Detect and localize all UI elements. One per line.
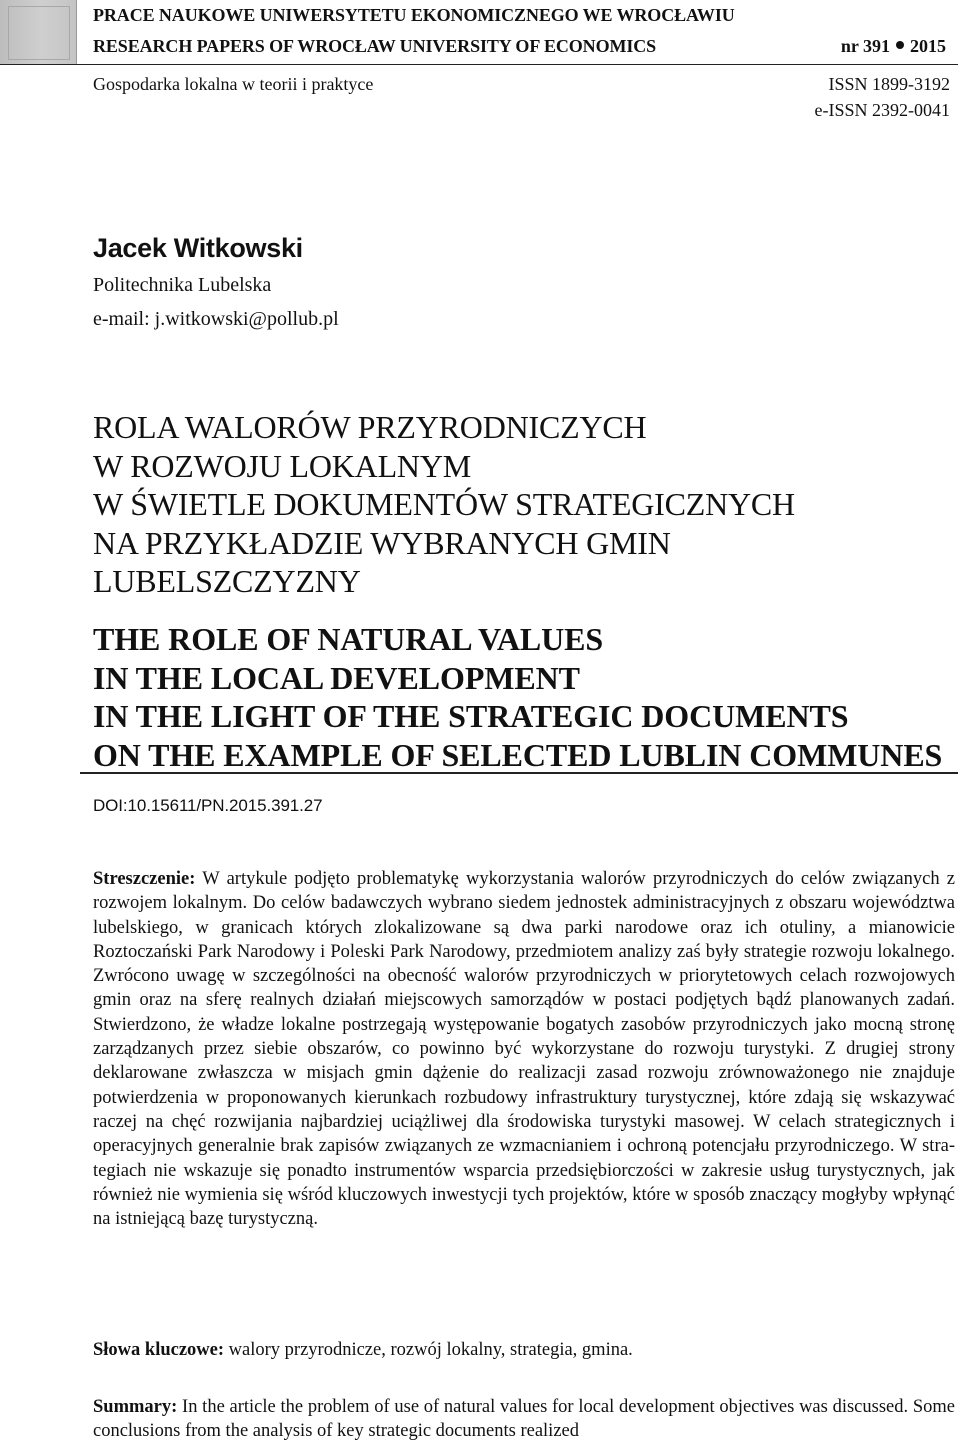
abstract-label: Streszczenie:	[93, 869, 196, 889]
issue-info	[841, 35, 946, 57]
issue-year: 2015	[910, 36, 946, 56]
title-en-line: IN THE LOCAL DEVELOPMENT	[93, 659, 580, 696]
eissn: e-ISSN 2392-0041	[814, 100, 950, 120]
title-pl-line: W ROZWOJU LOKALNYM	[93, 447, 471, 484]
author-email: e-mail: j.witkowski@pollub.pl	[93, 308, 339, 330]
issn: ISSN 1899-3192	[828, 74, 950, 94]
keywords	[93, 1338, 955, 1362]
summary-text: In the article the problem of use of natural values for local development objectives was discussed. Some conclusions from the analysis of key strategic documents realized	[93, 1397, 955, 1442]
summary-label: Summary:	[93, 1397, 178, 1417]
title-polish	[93, 408, 953, 601]
abstract-text: W artykule podjęto problematykę wykorzystania walorów przyrodniczych do celów związanych z rozwojem lokalnym. Do celów badawczych wybrano siedem jednostek administracyjnych z obszaru województwa lubelskiego, w granicach których zlokalizowane są dwa parki narodowe oraz ich otuliny, a mianowicie Roztoczański Park Narodowy i Poleski Park Narodowy, przedmiotem analizy zaś były strategie rozwoju lokalnego. Zwrócono uwagę w szczególności na obecność walorów przyrodniczych w priorytetowych celach rozwojowych gmin oraz na sferę realnych działań miejscowych samorządów w postaci podjętych bądź planowanych zadań. Stwierdzono, że władze lokalne postrzegają występowanie bogatych zasobów przyrodniczych jako mocną stronę zarządzanych przez siebie obszarów, co powinno być wykorzystane do rozwoju turystyki. Z drugiej strony deklarowane zwłaszcza w misjach gmin dążenie do realizacji zasad rozwoju zrównoważonego nie znajduje potwierdzenia w proponowanych kierunkach rozbudowy infrastruktury turystycznej, które zdają się wskazywać raczej na chęć rozwijania najbardziej uciążliwej dla środowiska turystyki masowej. W celach strategicznych i operacyjnych generalnie brak zapisów związanych ze wzmacnianiem i ochroną potencjału przyrodniczego. W strategiach nie wskazuje się ponadto instrumentów wsparcia przedsiębiorczości w zakresie usług turystycznych, jak również nie wymienia się wśród kluczowych inwestycji tych projektów, które w sposób znaczący mogłyby wpłynąć na istniejącą bazę turystyczną.	[93, 869, 955, 1230]
series-title: Gospodarka lokalna w teorii i praktyce	[93, 74, 374, 94]
title-en-line: ON THE EXAMPLE OF SELECTED LUBLIN COMMUNES	[93, 736, 943, 773]
bullet-icon	[896, 41, 904, 49]
abstract	[93, 867, 955, 1231]
author-name: Jacek Witkowski	[93, 233, 303, 263]
university-name-en: RESEARCH PAPERS OF WROCŁAW UNIVERSITY OF ECONOMICS	[93, 36, 657, 56]
keywords-text: walory przyrodnicze, rozwój lokalny, strategia, gmina.	[228, 1340, 633, 1360]
title-divider	[80, 772, 958, 774]
title-en-line: THE ROLE OF NATURAL VALUES	[93, 621, 604, 657]
university-name-pl: PRACE NAUKOWE UNIWERSYTETU EKONOMICZNEGO WE WROCŁAWIU	[93, 5, 735, 25]
title-pl-line: LUBELSZCZYZNY	[93, 563, 361, 599]
header-graphic-bar	[0, 0, 77, 64]
doi: DOI:10.15611/PN.2015.391.27	[93, 796, 323, 815]
title-en-line: IN THE LIGHT OF THE STRATEGIC DOCUMENTS	[93, 698, 849, 734]
author-affiliation: Politechnika Lubelska	[93, 274, 272, 296]
title-pl-line: ROLA WALORÓW PRZYRODNICZYCH	[93, 409, 647, 445]
title-english	[93, 620, 953, 774]
summary	[93, 1395, 955, 1444]
issue-number: nr 391	[840, 36, 890, 56]
issn-block	[815, 73, 951, 125]
journal-header	[0, 0, 958, 65]
keywords-label: Słowa kluczowe:	[93, 1340, 225, 1360]
title-pl-line: W ŚWIETLE DOKUMENTÓW STRATEGICZNYCH	[93, 486, 795, 522]
title-pl-line: NA PRZYKŁADZIE WYBRANYCH GMIN	[93, 524, 671, 561]
